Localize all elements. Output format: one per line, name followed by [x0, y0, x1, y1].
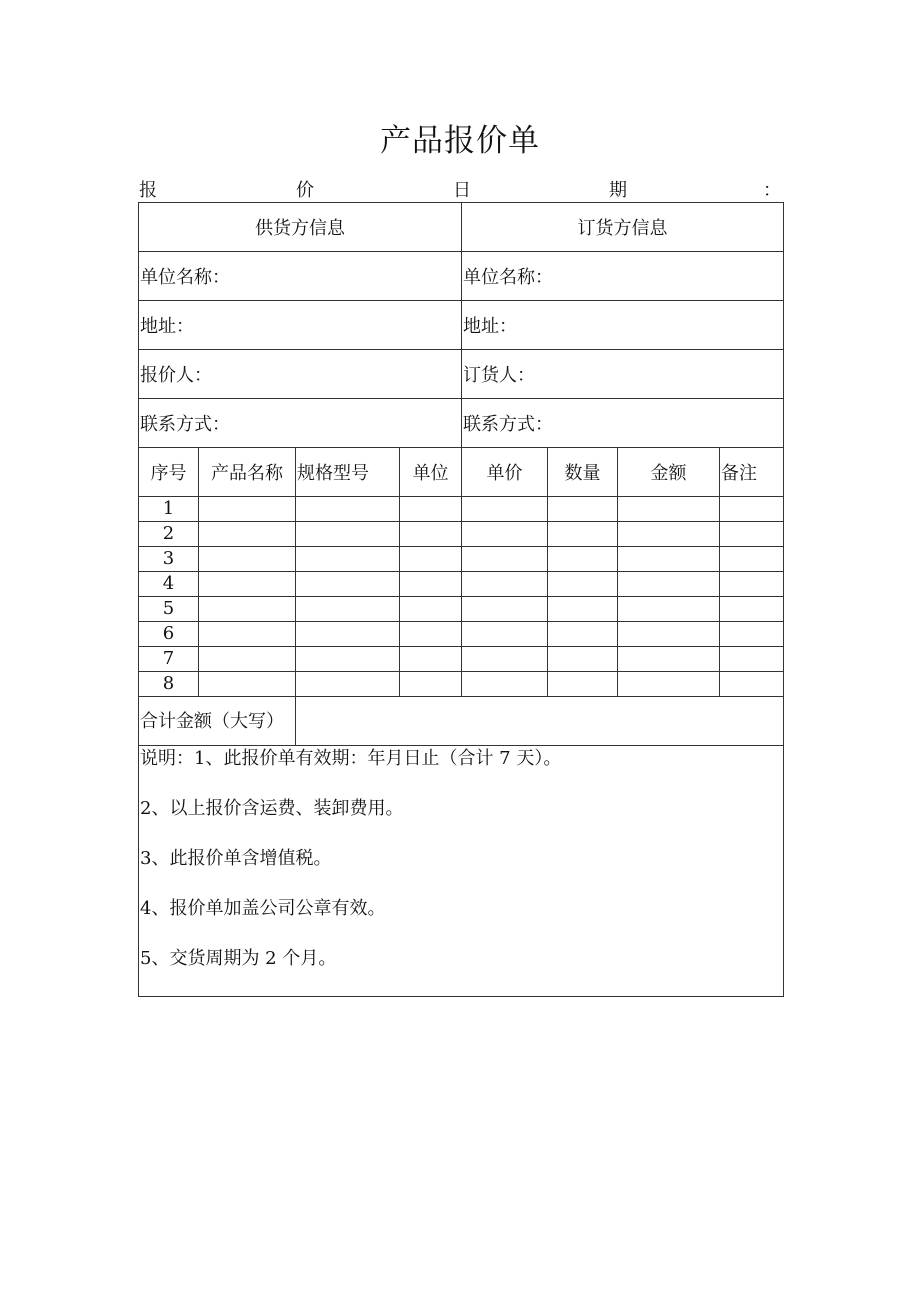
buyer-contact-field[interactable]: 联系方式： — [462, 399, 784, 448]
unit-cell[interactable] — [400, 572, 462, 597]
note-line: 2、以上报价含运费、装卸费用。 — [140, 798, 404, 819]
unit-price-cell[interactable] — [462, 597, 548, 622]
amount-cell[interactable] — [618, 572, 720, 597]
spec-cell[interactable] — [296, 547, 400, 572]
date-label-char: 日 — [453, 180, 471, 201]
note-line: 说明：1、此报价单有效期：年月日止（合计 7 天）。 — [140, 748, 562, 769]
unit-price-cell[interactable] — [462, 572, 548, 597]
supplier-info-header: 供货方信息 — [139, 203, 462, 252]
buyer-info-header: 订货方信息 — [462, 203, 784, 252]
buyer-address-field[interactable]: 地址： — [462, 301, 784, 350]
column-header-amount: 金额 — [618, 448, 720, 497]
table-row — [139, 547, 784, 572]
row-number: 3 — [139, 547, 199, 572]
remarks-cell[interactable] — [720, 597, 784, 622]
product-name-cell[interactable] — [199, 522, 296, 547]
amount-cell[interactable] — [618, 497, 720, 522]
unit-price-cell[interactable] — [462, 497, 548, 522]
date-label-char: 价 — [296, 180, 314, 201]
buyer-person-field[interactable]: 订货人： — [462, 350, 784, 399]
amount-cell[interactable] — [618, 672, 720, 697]
unit-cell[interactable] — [400, 622, 462, 647]
date-label-char: 期 — [609, 180, 627, 201]
row-number: 7 — [139, 647, 199, 672]
quote-table — [138, 202, 784, 997]
table-row — [139, 572, 784, 597]
supplier-contact-field[interactable]: 联系方式： — [139, 399, 462, 448]
quantity-cell[interactable] — [548, 597, 618, 622]
remarks-cell[interactable] — [720, 672, 784, 697]
spec-cell[interactable] — [296, 647, 400, 672]
column-header-quantity: 数量 — [548, 448, 618, 497]
amount-cell[interactable] — [618, 647, 720, 672]
row-number: 8 — [139, 672, 199, 697]
total-amount-label: 合计金额（大写） — [139, 697, 296, 746]
column-header-remarks: 备注 — [720, 448, 784, 497]
unit-price-cell[interactable] — [462, 647, 548, 672]
quantity-cell[interactable] — [548, 622, 618, 647]
quantity-cell[interactable] — [548, 497, 618, 522]
unit-cell[interactable] — [400, 547, 462, 572]
unit-price-cell[interactable] — [462, 672, 548, 697]
row-number: 1 — [139, 497, 199, 522]
product-name-cell[interactable] — [199, 547, 296, 572]
amount-cell[interactable] — [618, 547, 720, 572]
remarks-cell[interactable] — [720, 522, 784, 547]
product-name-cell[interactable] — [199, 572, 296, 597]
unit-cell[interactable] — [400, 522, 462, 547]
spec-cell[interactable] — [296, 672, 400, 697]
spec-cell[interactable] — [296, 497, 400, 522]
amount-cell[interactable] — [618, 597, 720, 622]
quantity-cell[interactable] — [548, 572, 618, 597]
notes-section — [139, 746, 784, 997]
unit-price-cell[interactable] — [462, 622, 548, 647]
note-line: 4、报价单加盖公司公章有效。 — [140, 898, 386, 919]
column-header-product-name: 产品名称 — [199, 448, 296, 497]
date-label-char: ： — [763, 180, 781, 201]
quantity-cell[interactable] — [548, 522, 618, 547]
row-number: 6 — [139, 622, 199, 647]
page-title: 产品报价单 — [380, 123, 540, 159]
spec-cell[interactable] — [296, 622, 400, 647]
note-line: 5、交货周期为 2 个月。 — [140, 948, 337, 969]
spec-cell[interactable] — [296, 572, 400, 597]
unit-cell[interactable] — [400, 497, 462, 522]
remarks-cell[interactable] — [720, 622, 784, 647]
remarks-cell[interactable] — [720, 497, 784, 522]
column-header-unit-price: 单价 — [462, 448, 548, 497]
unit-price-cell[interactable] — [462, 522, 548, 547]
row-number: 4 — [139, 572, 199, 597]
quantity-cell[interactable] — [548, 647, 618, 672]
unit-cell[interactable] — [400, 647, 462, 672]
amount-cell[interactable] — [618, 522, 720, 547]
product-name-cell[interactable] — [199, 597, 296, 622]
product-name-cell[interactable] — [199, 647, 296, 672]
note-line: 3、此报价单含增值税。 — [140, 848, 332, 869]
table-row — [139, 647, 784, 672]
quantity-cell[interactable] — [548, 672, 618, 697]
row-number: 2 — [139, 522, 199, 547]
spec-cell[interactable] — [296, 522, 400, 547]
total-amount-field[interactable] — [296, 697, 784, 746]
unit-cell[interactable] — [400, 597, 462, 622]
date-label-char: 报 — [139, 180, 157, 201]
table-row — [139, 522, 784, 547]
supplier-address-field[interactable]: 地址： — [139, 301, 462, 350]
table-row — [139, 672, 784, 697]
unit-cell[interactable] — [400, 672, 462, 697]
product-name-cell[interactable] — [199, 672, 296, 697]
remarks-cell[interactable] — [720, 647, 784, 672]
column-header-spec: 规格型号 — [296, 448, 400, 497]
amount-cell[interactable] — [618, 622, 720, 647]
table-row — [139, 497, 784, 522]
remarks-cell[interactable] — [720, 572, 784, 597]
supplier-company-field[interactable]: 单位名称： — [139, 252, 462, 301]
column-header-index: 序号 — [139, 448, 199, 497]
quantity-cell[interactable] — [548, 547, 618, 572]
table-row — [139, 622, 784, 647]
remarks-cell[interactable] — [720, 547, 784, 572]
table-row — [139, 597, 784, 622]
product-name-cell[interactable] — [199, 622, 296, 647]
product-name-cell[interactable] — [199, 497, 296, 522]
row-number: 5 — [139, 597, 199, 622]
unit-price-cell[interactable] — [462, 547, 548, 572]
column-header-unit: 单位 — [400, 448, 462, 497]
quote-date-row — [139, 176, 782, 202]
supplier-person-field[interactable]: 报价人： — [139, 350, 462, 399]
buyer-company-field[interactable]: 单位名称： — [462, 252, 784, 301]
spec-cell[interactable] — [296, 597, 400, 622]
